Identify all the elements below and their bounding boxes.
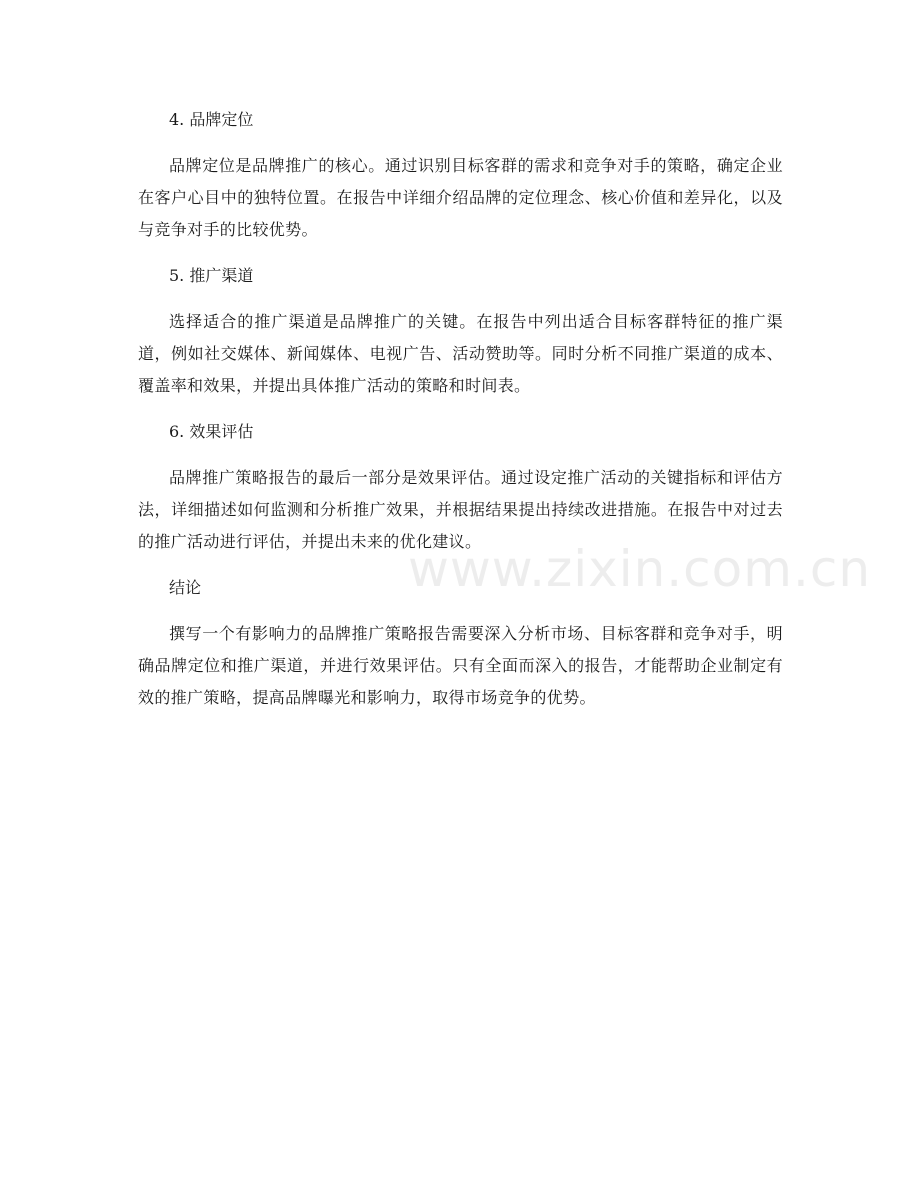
section-paragraph: 选择适合的推广渠道是品牌推广的关键。在报告中列出适合目标客群特征的推广渠道，例如社交媒体、新闻媒体、电视广告、活动赞助等。同时分析不同推广渠道的成本、覆盖率和效果，并提出具体推广活动的策略和时间表。 bbox=[138, 312, 783, 395]
section-paragraph: 品牌定位是品牌推广的核心。通过识别目标客群的需求和竞争对手的策略，确定企业在客户心目中的独特位置。在报告中详细介绍品牌的定位理念、核心价值和差异化，以及与竞争对手的比较优势。 bbox=[138, 156, 783, 239]
section-heading: 6. 效果评估 bbox=[169, 422, 254, 441]
section-promotion-channels bbox=[138, 260, 783, 402]
section-heading: 4. 品牌定位 bbox=[169, 110, 254, 129]
section-heading: 结论 bbox=[169, 578, 202, 597]
section-heading: 5. 推广渠道 bbox=[169, 266, 254, 285]
document-body bbox=[138, 104, 783, 728]
section-conclusion bbox=[138, 572, 783, 714]
section-paragraph: 品牌推广策略报告的最后一部分是效果评估。通过设定推广活动的关键指标和评估方法，详细描述如何监测和分析推广效果，并根据结果提出持续改进措施。在报告中对过去的推广活动进行评估，并提出未来的优化建议。 bbox=[138, 468, 783, 551]
section-paragraph: 撰写一个有影响力的品牌推广策略报告需要深入分析市场、目标客群和竞争对手，明确品牌定位和推广渠道，并进行效果评估。只有全面而深入的报告，才能帮助企业制定有效的推广策略，提高品牌曝光和影响力，取得市场竞争的优势。 bbox=[138, 624, 783, 707]
section-brand-positioning bbox=[138, 104, 783, 246]
section-effect-evaluation bbox=[138, 416, 783, 558]
watermark-text: www.zixin.com.cn bbox=[408, 540, 872, 598]
